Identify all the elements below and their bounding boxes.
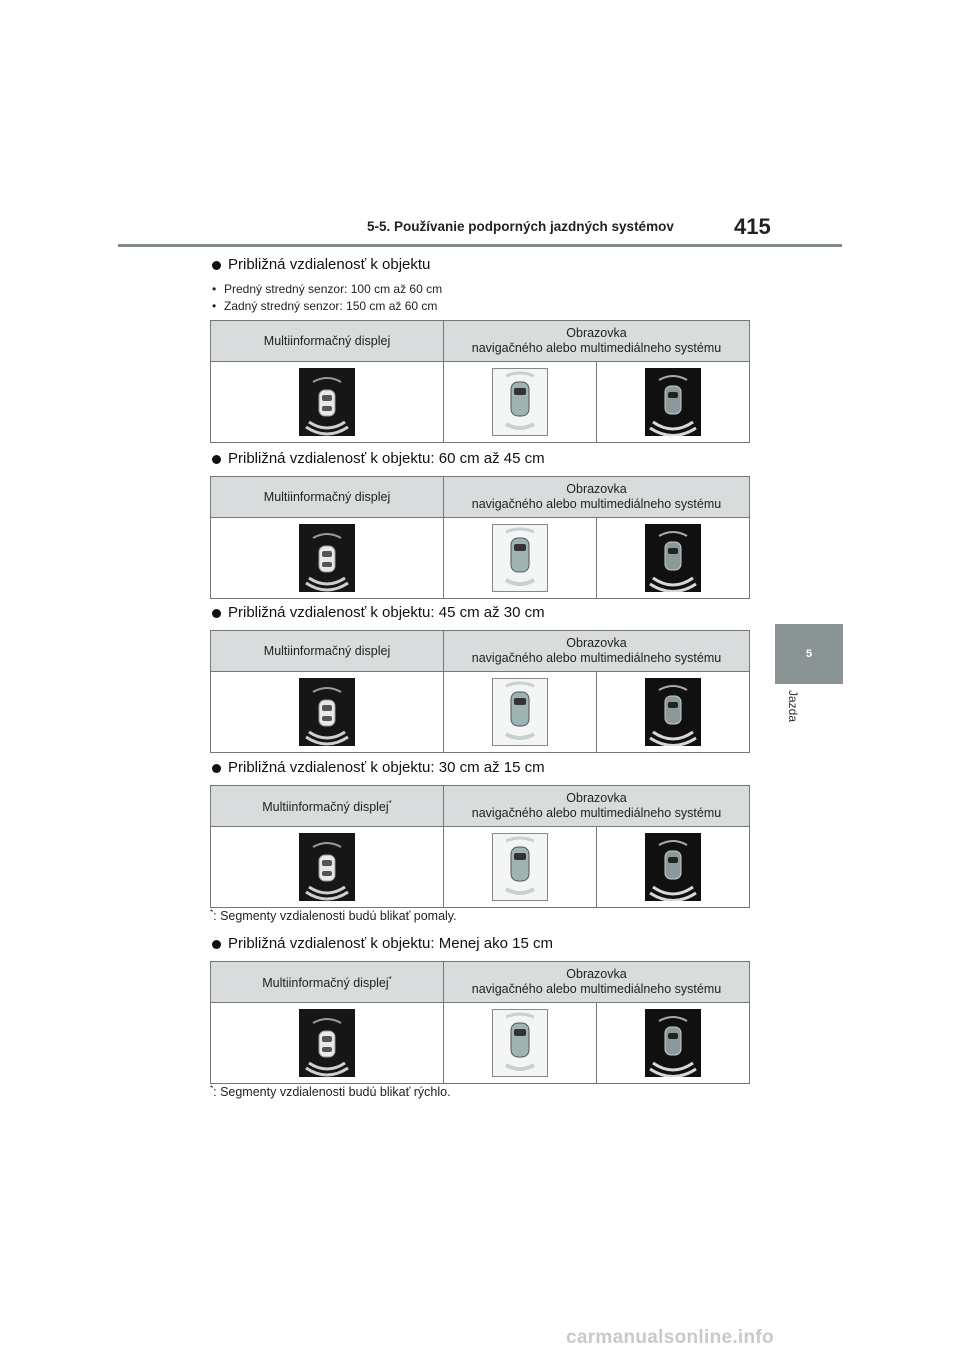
section-2 bbox=[210, 449, 750, 469]
image-cell bbox=[597, 827, 750, 908]
image-cell bbox=[444, 362, 597, 443]
display-table bbox=[210, 785, 750, 908]
display-table bbox=[210, 630, 750, 753]
car-top-view-with-sensor-arcs bbox=[299, 833, 355, 901]
car-top-view-with-sensor-arcs bbox=[299, 524, 355, 592]
display-table bbox=[210, 476, 750, 599]
display-table bbox=[210, 961, 750, 1084]
image-cell bbox=[597, 518, 750, 599]
header-rule bbox=[118, 244, 842, 247]
header-cell-navigation: Obrazovka navigačného alebo multimediálneho systému bbox=[444, 321, 750, 362]
page-number: 415 bbox=[734, 214, 771, 239]
car-top-view-dark-background bbox=[645, 1009, 701, 1077]
image-cell bbox=[211, 362, 444, 443]
image-cell bbox=[444, 672, 597, 753]
header-cell-multiinfo: Multiinformačný displej bbox=[211, 477, 444, 518]
bullet-item: • Predný stredný senzor: 100 cm až 60 cm bbox=[210, 281, 750, 298]
header-section-title: 5-5. Používanie podporných jazdných systémov bbox=[367, 219, 674, 234]
section-3 bbox=[210, 603, 750, 623]
section-4 bbox=[210, 758, 750, 778]
header-cell-multiinfo: Multiinformačný displej* bbox=[211, 962, 444, 1003]
asterisk-mark: * bbox=[388, 975, 392, 985]
car-top-view-with-sensor-arcs bbox=[299, 368, 355, 436]
section-heading: Približná vzdialenosť k objektu: Menej ako 15 cm bbox=[210, 934, 750, 954]
image-cell bbox=[444, 827, 597, 908]
header-cell-navigation: Obrazovka navigačného alebo multimediálneho systému bbox=[444, 786, 750, 827]
car-top-view-light-background bbox=[492, 368, 548, 436]
section-heading: Približná vzdialenosť k objektu: 45 cm až 30 cm bbox=[210, 603, 750, 623]
section-heading: Približná vzdialenosť k objektu: 30 cm až 15 cm bbox=[210, 758, 750, 778]
car-top-view-dark-background bbox=[645, 368, 701, 436]
asterisk-mark: * bbox=[388, 799, 392, 809]
header-cell-multiinfo: Multiinformačný displej bbox=[211, 321, 444, 362]
chapter-label: Jazda bbox=[786, 690, 800, 723]
section-heading: Približná vzdialenosť k objektu: 60 cm až 45 cm bbox=[210, 449, 750, 469]
footnote: *: Segmenty vzdialenosti budú blikať rýchlo. bbox=[210, 1084, 451, 1100]
watermark: carmanualsonline.info bbox=[566, 1327, 774, 1348]
car-top-view-light-background bbox=[492, 678, 548, 746]
image-cell bbox=[597, 362, 750, 443]
bullet-item: • Zadný stredný senzor: 150 cm až 60 cm bbox=[210, 298, 750, 315]
car-top-view-dark-background bbox=[645, 524, 701, 592]
header-cell-multiinfo: Multiinformačný displej bbox=[211, 631, 444, 672]
image-cell bbox=[444, 1003, 597, 1084]
car-top-view-with-sensor-arcs bbox=[299, 678, 355, 746]
image-cell bbox=[597, 672, 750, 753]
car-top-view-light-background bbox=[492, 1009, 548, 1077]
image-cell bbox=[444, 518, 597, 599]
bullet-list bbox=[210, 281, 750, 315]
image-cell bbox=[211, 827, 444, 908]
car-top-view-light-background bbox=[492, 524, 548, 592]
car-top-view-dark-background bbox=[645, 678, 701, 746]
image-cell bbox=[211, 518, 444, 599]
car-top-view-with-sensor-arcs bbox=[299, 1009, 355, 1077]
chapter-tab bbox=[775, 624, 843, 684]
header-cell-multiinfo: Multiinformačný displej* bbox=[211, 786, 444, 827]
section-heading: Približná vzdialenosť k objektu bbox=[210, 255, 750, 275]
image-cell bbox=[211, 1003, 444, 1084]
car-top-view-light-background bbox=[492, 833, 548, 901]
header-cell-navigation: Obrazovka navigačného alebo multimediálneho systému bbox=[444, 477, 750, 518]
chapter-number: 5 bbox=[805, 648, 813, 660]
header-cell-navigation: Obrazovka navigačného alebo multimediálneho systému bbox=[444, 962, 750, 1003]
header-cell-navigation: Obrazovka navigačného alebo multimediálneho systému bbox=[444, 631, 750, 672]
footnote: *: Segmenty vzdialenosti budú blikať pomaly. bbox=[210, 908, 457, 924]
image-cell bbox=[597, 1003, 750, 1084]
car-top-view-dark-background bbox=[645, 833, 701, 901]
section-5 bbox=[210, 934, 750, 954]
display-table bbox=[210, 320, 750, 443]
image-cell bbox=[211, 672, 444, 753]
section-1 bbox=[210, 255, 750, 315]
